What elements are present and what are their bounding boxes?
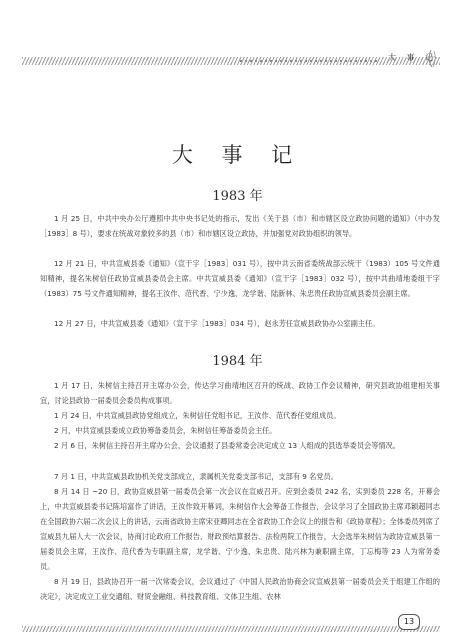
year-heading-1984: 1984 年 [212,354,263,369]
paragraph: 12 月 21 日，中共宣威县委《通知》（宣干字［1983］031 号），按中共云南省委统战部云统干（1983）105 号文件通知精神，提名朱树信任政协宣威县委员会主席。中共宣威县委《通知》（宣干字［1983］032 号），按中共曲靖地委组干字（1983）75 号文件通知精神，提名王汝作、范代香、宁少逸、龙学谐、陆新林、朱忠贵任政协宣威县委员会副主席。 [40,259,440,298]
paragraph: 1 月 17 日，朱树信主持召开主席办公会，传达学习曲靖地区召开的统战、政协工作会议精神，研究县政协组建相关事宜，讨论县政协一届委员会委员构成事项。 [40,381,440,405]
year-heading-1983: 1983 年 [212,189,263,204]
paragraph: 1 月 25 日，中共中央办公厅遵照中共中央书记处的指示，发出《关于县（市）和市辖区设立政协问题的通知》（中办发［1983］8 号），要求在统战对象较多的县（市）和市辖区设立政协，并加强党对政协组织的领导。 [40,214,440,238]
paragraph: 8 月 14 日 ~20 日，政协宣威县第一届委员会第一次会议在宣威召开。应到会委员 242 名，实到委员 228 名，开幕会上，中共宣威县委书记陈培富作了讲话，王汝作致开幕词，朱树信作大会筹备工作报告，会议学习了全国政协主席邓颖超同志在全国政协六届二次会议上的讲话，云南省政协主席宋亚卿同志在全省政协工作会议上的报告和《政协章程》；全体委员列席了宣威县九届人大一次会议，协商讨论政府工作报告、财政预结算报告、法检两院工作报告，大会选举朱树信为政协宣威县第一届委员会主席，王汝作、范代香为专职副主席，龙学谐、宁少逸、朱忠贵、陆兴林为兼职副主席，丁忘梅等 23 人为常务委员。 [40,487,440,571]
header-ornament-icon [426,48,438,68]
paragraph: 7 月 1 日，中共宣威县政协机关党支部成立，隶属机关党委支部书记，支部有 9 名党员。 [54,472,338,481]
paragraph: 2 月 6 日，朱树信主持召开主席办公会，会议通报了县委常委会决定成立 13 人组成的县选举委员会等情况。 [54,441,400,450]
paragraph: 2 月，中共宣威县委成立政协筹备委员会，朱树信任筹备委员会主任。 [54,426,277,435]
footer-rule [22,626,440,632]
page-number: 13 [398,614,420,630]
running-header: 大 事 记 [388,53,438,62]
paragraph: 1 月 24 日，中共宣威县政协党组成立，朱树信任党组书记，王汝作、范代香任党组成员。 [54,411,341,420]
page-title: 大 事 记 [171,143,304,167]
paragraph: 12 月 27 日，中共宣威县委《通知》（宣干字［1983］034 号），赵永芳任宣威县政协办公室副主任。 [54,319,380,328]
header-dotted-line [240,60,380,62]
paragraph: 8 月 19 日，县政协召开一届一次常委会议，会议通过了《中国人民政治协商会议宣威县第一届委员会关于组建工作组的决定》，决定成立工业交通组、财贸金融组、科技教育组、文体卫生组、农林 [40,577,440,601]
